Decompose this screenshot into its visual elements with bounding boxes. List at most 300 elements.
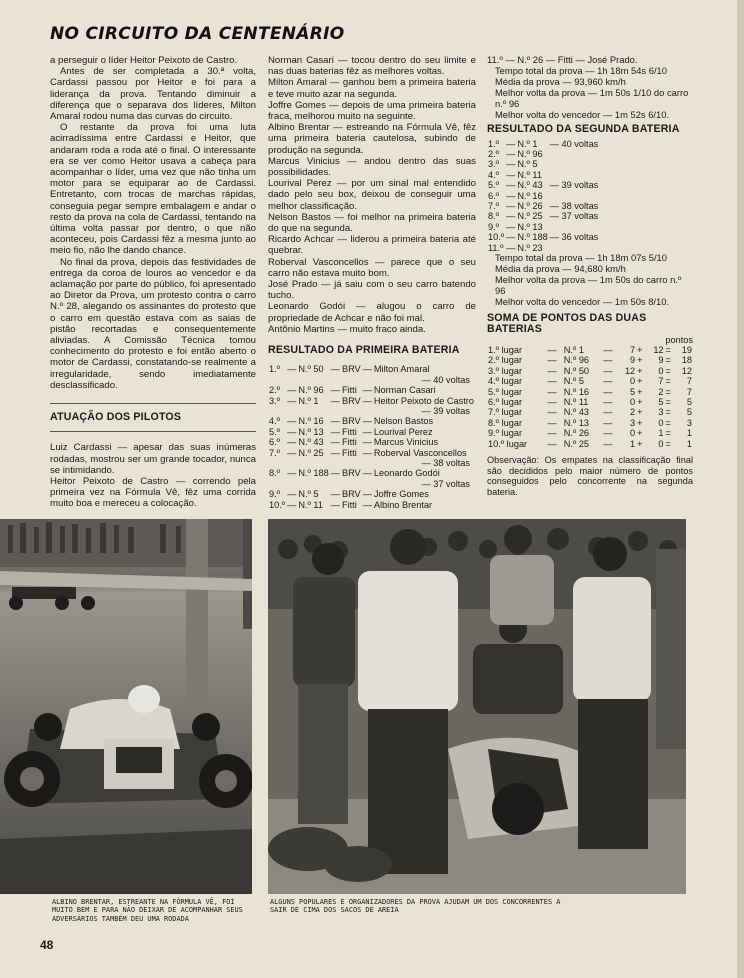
summary-line: Tempo total da prova — 1h 18m 54s 6/10 bbox=[495, 64, 667, 76]
laps-cell bbox=[549, 222, 693, 232]
team-cell: Fitti bbox=[341, 437, 357, 448]
pilot-entry bbox=[268, 178, 476, 212]
dash: — bbox=[506, 242, 516, 253]
pilot-name: Roberval Vasconcellos bbox=[268, 256, 369, 268]
table-row bbox=[487, 387, 693, 397]
car-number-cell: N.º 188 bbox=[298, 468, 329, 479]
driver-cell: Nelson Bastos bbox=[373, 416, 434, 427]
table-row bbox=[268, 448, 476, 458]
position-cell: 5.º bbox=[269, 426, 281, 437]
plus-sign: + bbox=[637, 376, 643, 387]
equals-sign: = bbox=[665, 428, 671, 439]
place-cell: 9.º lugar bbox=[488, 428, 523, 439]
dash: — bbox=[506, 169, 516, 180]
laps-cell: — 38 voltas bbox=[421, 457, 470, 468]
summary-line: Melhor volta da prova — 1m 50s 1/10 do carro n.º 96 bbox=[495, 86, 689, 109]
dash: — bbox=[362, 385, 372, 396]
position-cell: 9.º bbox=[488, 221, 500, 232]
car-number-cell: N.º 43 bbox=[517, 180, 543, 191]
dash: — bbox=[330, 437, 340, 448]
summary-line: 11.º — N.º 26 — Fitti — José Prado. bbox=[487, 54, 638, 65]
laps-cell: — 36 voltas bbox=[549, 232, 599, 243]
plus-sign: + bbox=[637, 355, 643, 366]
equals-sign: = bbox=[665, 365, 671, 376]
car-number-cell: N.º 5 bbox=[298, 489, 319, 500]
points-a-cell: 2 bbox=[630, 407, 636, 418]
points-a-cell: 5 bbox=[630, 386, 636, 397]
dash: — bbox=[330, 499, 340, 510]
pilot-entry bbox=[268, 257, 476, 279]
second-heat-summary bbox=[487, 253, 693, 308]
dash: — bbox=[506, 201, 516, 212]
table-row bbox=[268, 364, 476, 374]
points-a-cell: 1 bbox=[630, 438, 636, 449]
driver-cell: Albino Brentar bbox=[373, 499, 433, 510]
equals-sign: = bbox=[665, 345, 671, 356]
table-row bbox=[487, 397, 693, 407]
laps-cell: — 37 voltas bbox=[549, 211, 599, 222]
pilot-text: — liderou a primeira bateria até quebrar. bbox=[268, 234, 476, 257]
table-row bbox=[268, 489, 476, 499]
car-number-cell: N.º 11 bbox=[517, 169, 542, 180]
points-a-cell: 0 bbox=[630, 376, 636, 387]
table-row bbox=[268, 406, 476, 416]
team-cell: BRV bbox=[341, 395, 361, 406]
points-a-cell: 0 bbox=[630, 397, 636, 408]
pilot-name: Nelson Bastos bbox=[268, 211, 331, 223]
dash: — bbox=[287, 499, 297, 510]
driver-cell: Lourival Perez bbox=[373, 426, 433, 437]
table-row bbox=[487, 211, 693, 221]
dash: — bbox=[506, 221, 516, 232]
table-row bbox=[487, 439, 693, 449]
dash: — bbox=[362, 416, 372, 427]
place-cell: 8.º lugar bbox=[488, 417, 523, 428]
column-1 bbox=[50, 55, 256, 510]
laps-cell: — 39 voltas bbox=[549, 180, 599, 191]
table-row bbox=[487, 355, 693, 365]
place-cell: 4.º lugar bbox=[488, 376, 523, 387]
pilot-name: Leonardo Godói bbox=[268, 301, 346, 313]
place-cell: 2.º lugar bbox=[488, 355, 523, 366]
table-row bbox=[268, 396, 476, 406]
table-row bbox=[268, 385, 476, 395]
car-number-cell: N.º 11 bbox=[563, 397, 589, 408]
pilot-entry bbox=[268, 100, 476, 122]
dash: — bbox=[287, 416, 297, 427]
pilot-text: — estreando na Fórmula Vê, fêz uma primeira bateria cautelosa, subindo de produção na segunda. bbox=[268, 122, 477, 156]
dash: — bbox=[506, 211, 516, 222]
dash: — bbox=[506, 232, 516, 243]
car-number-cell: N.º 25 bbox=[517, 211, 543, 222]
laps-cell: — 39 voltas bbox=[421, 405, 470, 416]
table-row bbox=[268, 500, 476, 510]
pilot-name: Ricardo Achcar bbox=[268, 234, 334, 246]
table-row bbox=[487, 366, 693, 376]
summary-line: Melhor volta do vencedor — 1m 50s 8/10. bbox=[495, 295, 670, 307]
points-total-cell: 5 bbox=[686, 407, 692, 418]
points-b-cell: 0 bbox=[658, 365, 664, 376]
crowd-illustration bbox=[268, 519, 686, 894]
driver-cell: Marcus Vinicius bbox=[373, 437, 439, 448]
equals-sign: = bbox=[665, 397, 671, 408]
dash: — bbox=[547, 376, 557, 387]
pilot-entry bbox=[50, 476, 256, 510]
pilot-name: Milton Amaral bbox=[268, 77, 327, 89]
points-b-cell: 5 bbox=[658, 397, 664, 408]
car-number-cell: N.º 188 bbox=[517, 232, 548, 243]
car-number-cell: N.º 1 bbox=[298, 395, 319, 406]
dash: — bbox=[603, 428, 613, 439]
dash: — bbox=[603, 438, 613, 449]
dash: — bbox=[330, 426, 340, 437]
dash: — bbox=[287, 447, 297, 458]
team-cell: Fitti bbox=[341, 447, 357, 458]
summary-line: Média da prova — 93,960 km/h bbox=[495, 75, 626, 87]
position-cell: 5.º bbox=[488, 180, 500, 191]
team-cell: BRV bbox=[341, 468, 361, 479]
points-b-cell: 1 bbox=[658, 428, 664, 439]
car-number-cell: N.º 96 bbox=[563, 355, 590, 366]
section-title: ATUAÇÃO DOS PILOTOS bbox=[50, 411, 182, 424]
points-table bbox=[487, 345, 693, 449]
points-total-cell: 1 bbox=[686, 428, 692, 439]
dash: — bbox=[506, 149, 516, 160]
team-cell: Fitti bbox=[341, 426, 357, 437]
dash: — bbox=[330, 395, 340, 406]
pilot-name: Lourival Perez bbox=[268, 178, 332, 190]
laps-cell: — 38 voltas bbox=[549, 201, 599, 212]
pilot-text: — parece que o seu carro não estava muito bom. bbox=[268, 256, 477, 279]
dash: — bbox=[287, 468, 297, 479]
table-row bbox=[487, 418, 693, 428]
table-row bbox=[268, 437, 476, 447]
dash: — bbox=[362, 437, 372, 448]
table-row bbox=[487, 222, 693, 232]
page-number: 48 bbox=[40, 938, 54, 952]
dash: — bbox=[287, 364, 297, 375]
dash: — bbox=[330, 468, 340, 479]
points-total-cell: 7 bbox=[686, 376, 692, 387]
car-number-cell: N.º 23 bbox=[517, 242, 543, 253]
laps-cell bbox=[549, 149, 693, 159]
driver-cell: Leonardo Godói bbox=[373, 468, 440, 479]
car-number-cell: N.º 43 bbox=[298, 437, 324, 448]
table-row bbox=[487, 201, 693, 211]
car-number-cell: N.º 96 bbox=[517, 149, 543, 160]
dash: — bbox=[330, 489, 340, 500]
dash: — bbox=[547, 386, 557, 397]
pilot-entry bbox=[268, 279, 476, 301]
driver-cell: Milton Amaral bbox=[373, 364, 430, 375]
driver-cell: Norman Casari bbox=[373, 385, 436, 396]
position-cell: 1.º bbox=[488, 138, 500, 149]
paragraph: O restante da prova foi uma luta acirradíssima entre Cardassi e Heitor, que andaram roda a roda até o final. O interessante era se ver como Heitor usava a cabeça para acompanhar o líder, uma vez que não tinha um motor para se equiparar ao de Cardassi. Entretanto, com trocas de marchas rápidas, conseguia pegar sempre embalagem e andar o resto da prova na cola de Cardassi, tentando na última volta passar por dentro, o que não aconteceu, pois Cardassi fêz a mesma junto ao meio fio, não lhe dando chance. bbox=[50, 122, 256, 257]
dash: — bbox=[287, 426, 297, 437]
summary-line: Melhor volta da prova — 1m 50s do carro n.º 96 bbox=[495, 273, 682, 296]
dash: — bbox=[547, 397, 557, 408]
points-b-cell: 2 bbox=[658, 386, 664, 397]
points-total-cell: 19 bbox=[681, 345, 692, 356]
table-row bbox=[268, 427, 476, 437]
dash: — bbox=[287, 489, 297, 500]
table-row bbox=[487, 159, 693, 169]
car-number-cell: N.º 13 bbox=[298, 426, 324, 437]
pilot-entry bbox=[268, 212, 476, 234]
car-number-cell: N.º 26 bbox=[563, 428, 590, 439]
car-number-cell: N.º 16 bbox=[298, 416, 324, 427]
dash: — bbox=[603, 417, 613, 428]
summary-line: Média da prova — 94,680 km/h bbox=[495, 263, 626, 275]
result-table-first-heat bbox=[268, 364, 476, 510]
divider bbox=[50, 403, 256, 404]
table-row bbox=[487, 428, 693, 438]
section-title: RESULTADO DA SEGUNDA BATERIA bbox=[487, 123, 680, 136]
table-row bbox=[268, 479, 476, 489]
dash: — bbox=[330, 385, 340, 396]
laps-cell bbox=[549, 191, 693, 201]
pilot-name: Norman Casari bbox=[268, 55, 334, 66]
pilot-name: Marcus Vinicius bbox=[268, 155, 340, 167]
dash: — bbox=[547, 365, 557, 376]
points-a-cell: 3 bbox=[630, 417, 636, 428]
result-table-second-heat bbox=[487, 139, 693, 253]
pilot-name: Albino Brentar bbox=[268, 122, 330, 134]
dash: — bbox=[362, 468, 372, 479]
team-cell: BRV bbox=[341, 364, 361, 375]
points-a-cell: 0 bbox=[630, 428, 636, 439]
equals-sign: = bbox=[665, 438, 671, 449]
equals-sign: = bbox=[665, 407, 671, 418]
driver-cell: Joffre Gomes bbox=[373, 489, 429, 500]
pilot-entry bbox=[268, 234, 476, 256]
points-b-cell: 0 bbox=[658, 417, 664, 428]
plus-sign: + bbox=[637, 345, 643, 356]
table-row bbox=[487, 232, 693, 242]
car-number-cell: N.º 5 bbox=[563, 376, 584, 387]
dash: — bbox=[362, 426, 372, 437]
plus-sign: + bbox=[637, 407, 643, 418]
pilot-text: — apesar das suas inúmeras rodadas, mostrou ser um grande tocador, nunca se intimidando. bbox=[50, 442, 256, 476]
points-b-cell: 9 bbox=[658, 355, 664, 366]
divider bbox=[50, 431, 256, 432]
position-cell: 1.º bbox=[269, 364, 281, 375]
photo-race-car bbox=[0, 519, 252, 894]
position-cell: 7.º bbox=[488, 201, 500, 212]
table-row bbox=[487, 407, 693, 417]
dash: — bbox=[362, 489, 372, 500]
laps-cell: — 40 voltas bbox=[549, 138, 599, 149]
dash: — bbox=[603, 355, 613, 366]
points-b-cell: 12 bbox=[653, 345, 664, 356]
position-cell: 2.º bbox=[269, 385, 281, 396]
points-a-cell: 9 bbox=[630, 355, 636, 366]
position-cell: 3.º bbox=[269, 395, 281, 406]
points-total-cell: 3 bbox=[686, 417, 692, 428]
dash: — bbox=[547, 417, 557, 428]
table-row bbox=[487, 180, 693, 190]
car-number-cell: N.º 25 bbox=[298, 447, 324, 458]
dash: — bbox=[330, 447, 340, 458]
position-cell: 11.º bbox=[488, 242, 504, 253]
plus-sign: + bbox=[637, 428, 643, 439]
table-row bbox=[487, 170, 693, 180]
points-total-cell: 7 bbox=[686, 386, 692, 397]
points-a-cell: 7 bbox=[630, 345, 636, 356]
dash: — bbox=[603, 397, 613, 408]
dash: — bbox=[362, 395, 372, 406]
team-cell: Fitti bbox=[341, 385, 357, 396]
table-row bbox=[268, 416, 476, 426]
paragraph: Antes de ser completada a 30.ª volta, Cardassi passou por Heitor e foi para a liderança da prova. Tentando diminuir a diferença que o separava dos líderes, Milton Amaral rodou numa das curvas do circuito. bbox=[50, 66, 256, 123]
position-cell: 9.º bbox=[269, 489, 281, 500]
pilot-entry bbox=[268, 324, 476, 335]
points-a-cell: 12 bbox=[624, 365, 636, 376]
position-cell: 8.º bbox=[269, 468, 281, 479]
table-row bbox=[268, 458, 476, 468]
note: Observação: Os empates na classificação final são decididos pelo maior número de pontos conseguidos pelo concorrente na segunda bateria. bbox=[487, 455, 693, 497]
photo-caption-left: ALBINO BRENTAR, ESTREANTE NA FÓRMULA VÊ, FOI MUITO BEM E PARA NÃO DEIXAR DE ACOMPANHAR SEUS ADVERSÁRIOS TAMBÉM DEU UMA RODADA bbox=[52, 898, 243, 923]
page-title: NO CIRCUITO DA CENTENÁRIO bbox=[50, 24, 345, 44]
position-cell: 4.º bbox=[269, 416, 281, 427]
table-row bbox=[487, 191, 693, 201]
car-number-cell: N.º 43 bbox=[563, 407, 590, 418]
points-b-cell: 3 bbox=[658, 407, 664, 418]
pilot-list bbox=[268, 55, 476, 335]
position-cell: 10.º bbox=[488, 232, 505, 243]
dash: — bbox=[287, 437, 297, 448]
points-total-cell: 12 bbox=[681, 365, 692, 376]
dash: — bbox=[603, 407, 613, 418]
dash: — bbox=[547, 355, 557, 366]
car-number-cell: N.º 50 bbox=[298, 364, 324, 375]
car-number-cell: N.º 26 bbox=[517, 201, 543, 212]
plus-sign: + bbox=[637, 417, 643, 428]
place-cell: 7.º lugar bbox=[488, 407, 523, 418]
pilot-name: Luiz Cardassi bbox=[50, 442, 112, 454]
race-car-illustration bbox=[0, 519, 252, 894]
plus-sign: + bbox=[637, 365, 643, 376]
pilot-name: Antônio Martins bbox=[268, 323, 335, 335]
place-cell: 6.º lugar bbox=[488, 397, 523, 408]
pilot-name: Joffre Gomes bbox=[268, 99, 326, 111]
pilot-text: — andou dentro das suas possibilidades. bbox=[268, 155, 476, 179]
pilot-text: — já saiu com o seu carro batendo tucho. bbox=[268, 279, 476, 302]
car-number-cell: N.º 50 bbox=[563, 365, 590, 376]
car-number-cell: N.º 16 bbox=[563, 386, 590, 397]
section-title: RESULTADO DA PRIMEIRA BATERIA bbox=[268, 344, 460, 357]
pilot-text: — correndo pela primeira vez na Fórmula Vê, fêz uma corrida muito boa e mereceu a colocação. bbox=[50, 475, 257, 510]
pilot-entry bbox=[268, 122, 476, 156]
section-title: SOMA DE PONTOS DAS DUAS BATERIAS bbox=[487, 311, 647, 335]
pilot-entry bbox=[268, 301, 476, 323]
points-total-cell: 5 bbox=[686, 397, 692, 408]
pilot-entry bbox=[50, 442, 256, 476]
column-2 bbox=[268, 55, 476, 510]
pilot-text: — alugou o carro de propriedade de Achcar e não foi mal. bbox=[268, 301, 476, 324]
car-number-cell: N.º 16 bbox=[517, 190, 543, 201]
driver-cell: Heitor Peixoto de Castro bbox=[373, 395, 474, 406]
first-heat-summary bbox=[487, 55, 693, 120]
pilot-text: — ganhou bem a primeira bateria e teve muito azar na segunda. bbox=[268, 77, 476, 100]
equals-sign: = bbox=[665, 386, 671, 397]
dash: — bbox=[506, 190, 516, 201]
laps-cell bbox=[549, 170, 693, 180]
laps-cell: — 37 voltas bbox=[421, 478, 470, 489]
place-cell: 1.º lugar bbox=[488, 345, 523, 356]
dash: — bbox=[547, 428, 557, 439]
table-row bbox=[487, 149, 693, 159]
points-total-cell: 1 bbox=[686, 438, 692, 449]
team-cell: BRV bbox=[341, 489, 361, 500]
equals-sign: = bbox=[665, 376, 671, 387]
points-b-cell: 7 bbox=[658, 376, 664, 387]
dash: — bbox=[330, 416, 340, 427]
plus-sign: + bbox=[637, 397, 643, 408]
laps-cell bbox=[549, 159, 693, 169]
pilot-text: — muito fraco ainda. bbox=[334, 323, 426, 335]
position-cell: 6.º bbox=[269, 437, 281, 448]
summary-line: Tempo total da prova — 1h 18m 07s 5/10 bbox=[495, 252, 667, 264]
dash: — bbox=[330, 364, 340, 375]
place-cell: 3.º lugar bbox=[488, 365, 523, 376]
position-cell: 2.º bbox=[488, 149, 500, 160]
points-total-cell: 18 bbox=[681, 355, 692, 366]
team-cell: Fitti bbox=[341, 499, 357, 510]
position-cell: 3.º bbox=[488, 159, 500, 170]
pilot-text: — tocou dentro do seu limite e nas duas baterias fêz as melhores voltas. bbox=[268, 55, 476, 78]
dash: — bbox=[287, 385, 297, 396]
table-row bbox=[268, 468, 476, 478]
position-cell: 8.º bbox=[488, 211, 500, 222]
dash: — bbox=[362, 447, 372, 458]
paragraph: a perseguir o líder Heitor Peixoto de Castro. bbox=[50, 55, 238, 66]
car-number-cell: N.º 96 bbox=[298, 385, 324, 396]
table-row bbox=[487, 139, 693, 149]
car-number-cell: N.º 13 bbox=[563, 417, 590, 428]
dash: — bbox=[603, 386, 613, 397]
photo-caption-right: ALGUNS POPULARES E ORGANIZADORES DA PROVA AJUDAM UM DOS CONCORRENTES A SAIR DE CIMA DOS SACOS DE AREIA bbox=[270, 898, 561, 915]
pilot-entry bbox=[268, 77, 476, 99]
summary-line: Melhor volta do vencedor — 1m 52s 6/10. bbox=[495, 108, 670, 120]
column-3 bbox=[487, 55, 693, 497]
dash: — bbox=[547, 345, 557, 356]
position-cell: 7.º bbox=[269, 447, 281, 458]
place-cell: 10.º lugar bbox=[488, 438, 528, 449]
plus-sign: + bbox=[637, 386, 643, 397]
table-row bbox=[268, 375, 476, 385]
car-number-cell: N.º 25 bbox=[563, 438, 590, 449]
car-number-cell: N.º 5 bbox=[517, 159, 538, 170]
pilot-name: Heitor Peixoto de Castro bbox=[50, 475, 169, 487]
photo-crowd-helpers bbox=[268, 519, 686, 894]
place-cell: 5.º lugar bbox=[488, 386, 523, 397]
laps-cell: — 40 voltas bbox=[421, 374, 470, 385]
pilot-text: — por um sinal mal entendido dado pelo seu box, deixou de conseguir uma melhor classificação. bbox=[268, 178, 477, 212]
dash: — bbox=[362, 364, 372, 375]
dash: — bbox=[506, 138, 516, 149]
points-header: pontos bbox=[665, 335, 693, 346]
dash: — bbox=[547, 438, 557, 449]
pilot-entry bbox=[268, 55, 476, 77]
driver-cell: Roberval Vasconcellos bbox=[373, 447, 467, 458]
dash: — bbox=[603, 365, 613, 376]
equals-sign: = bbox=[665, 355, 671, 366]
position-cell: 10.º bbox=[269, 499, 286, 510]
paragraph: No final da prova, depois das festividades de entrega da coroa de louros ao vencedor e da aclamação por parte do público, foi apresentado ao Diretor da Prova, um protesto contra o carro N.º 28, alegando os assinantes do protesto que o carro em questão estava com as saias de pistão recortadas e consequentemente aliviadas. A Comissão Técnica tomou conhecimento do protesto e foi então aberto o motor de Cardassi, constatando-se realmente a irregularidade, sendo imediatamente desclassificado. bbox=[50, 256, 256, 391]
dash: — bbox=[547, 407, 557, 418]
pilot-text: — depois de uma primeira bateria fraca, melhorou muito na seguinte. bbox=[268, 99, 476, 123]
